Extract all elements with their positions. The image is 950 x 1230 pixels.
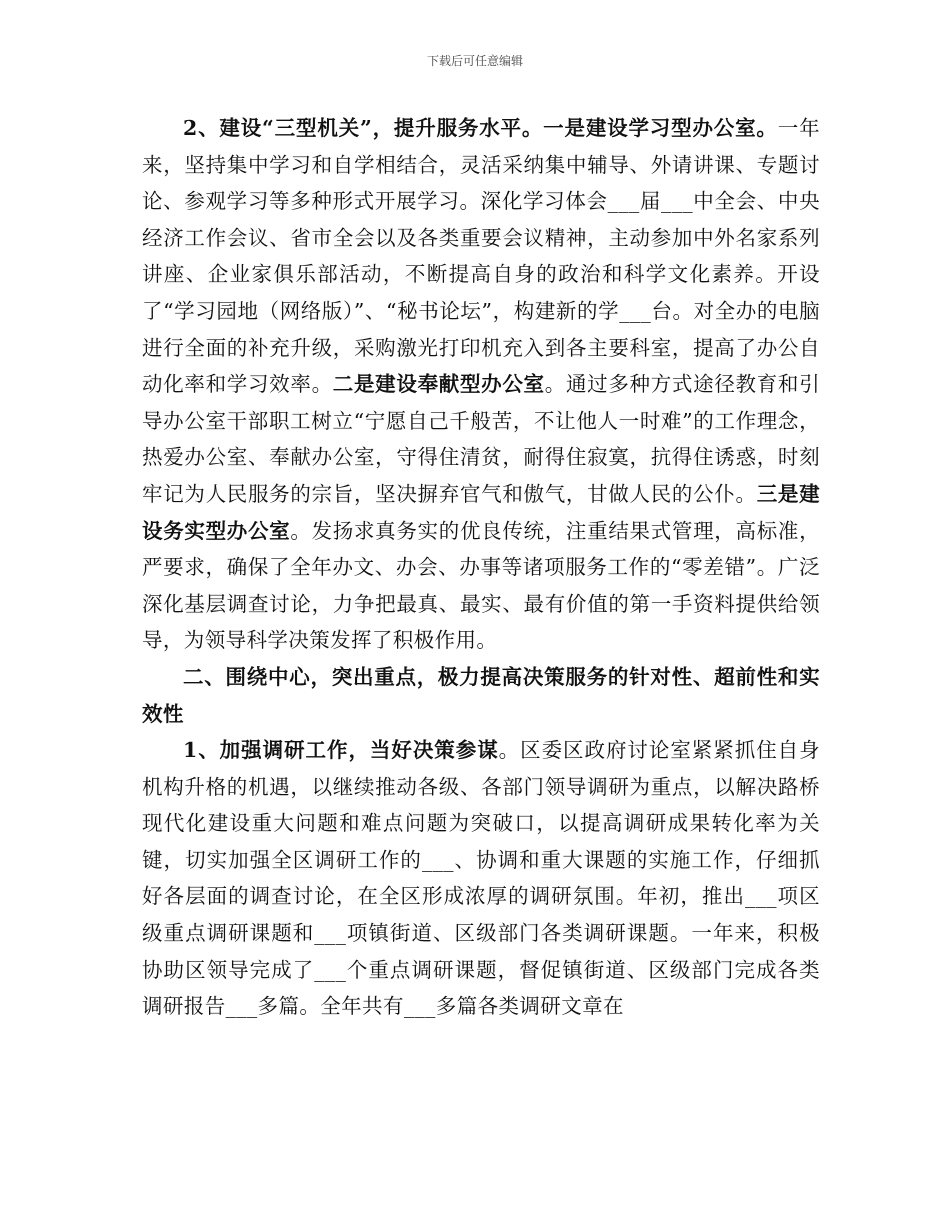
paragraph-research-work (142, 732, 820, 1025)
paragraph-three-type-office (142, 110, 820, 659)
body-text: 。发扬求真务实的优良传统，注重结果式管理，高标准，严要求，确保了全年办文、办会、办事等诸项服务工作的“零差错”。广泛深化基层调查讨论，力争把最真、最实、最有价值的第一手资料提供给领导，为领导科学决策发挥了积极作用。 (142, 518, 820, 653)
section-heading-text: 二、围绕中心，突出重点，极力提高决策服务的针对性、超前性和实效性 (142, 664, 820, 726)
heading-strengthen-research: 1、加强调研工作，当好决策参谋 (183, 738, 499, 763)
body-text: 。通过多种方式途径教育和引导办公室干部职工树立“宁愿自己千般苦，不让他人一时难”的工作理念，热爱办公室、奉献办公室，守得住清贫，耐得住寂寞，抗得住诱惑，时刻牢记为人民服务的宗旨，坚决摒弃官气和傲气，甘做人民的公仆。 (142, 372, 821, 506)
page-header: 下载后可任意编辑 (426, 54, 523, 68)
body-text: 一年来，坚持集中学习和自学相结合，灵活采纳集中辅导、外请讲课、专题讨论、参观学习等多种形式开展学习。深化学习体会___届___中全会、中央经济工作会议、省市全会以及各类重要会议精神，主动参加中外名家系列讲座、企业家俱乐部活动，不断提高自身的政治和科学文化素养。开设了“学习园地（网络版）”、“秘书论坛”，构建新的学___台。对全办的电脑进行全面的补充升级，采购激光打印机充入到各主要科室，提高了办公自动化率和学习效率。 (142, 116, 820, 397)
subheading-dedication-office: 二是建设奉献型办公室 (332, 372, 545, 397)
section-heading-two (142, 659, 820, 732)
subheading-pragmatic-office: 三是建设务实型办公室 (142, 481, 820, 543)
heading-build-three-type-office: 2、建设“三型机关”，提升服务水平。一是建设学习型办公室。 (183, 116, 778, 140)
body-text: 。区委区政府讨论室紧紧抓住自身机构升格的机遇，以继续推动各级、各部门领导调研为重点，以解决路桥现代化建设重大问题和难点问题为突破口，以提高调研成果转化率为关键，切实加强全区调研工作的___、协调和重大课题的实施工作，仔细抓好各层面的调查讨论，在全区形成浓厚的调研氛围。年初，推出___项区级重点调研课题和___项镇街道、区级部门各类调研课题。一年来，积极协助区领导完成了___个重点调研课题，督促镇街道、区级部门完成各类调研报告___多篇。全年共有___多篇各类调研文章在 (142, 738, 821, 1019)
document-body (142, 110, 820, 1025)
